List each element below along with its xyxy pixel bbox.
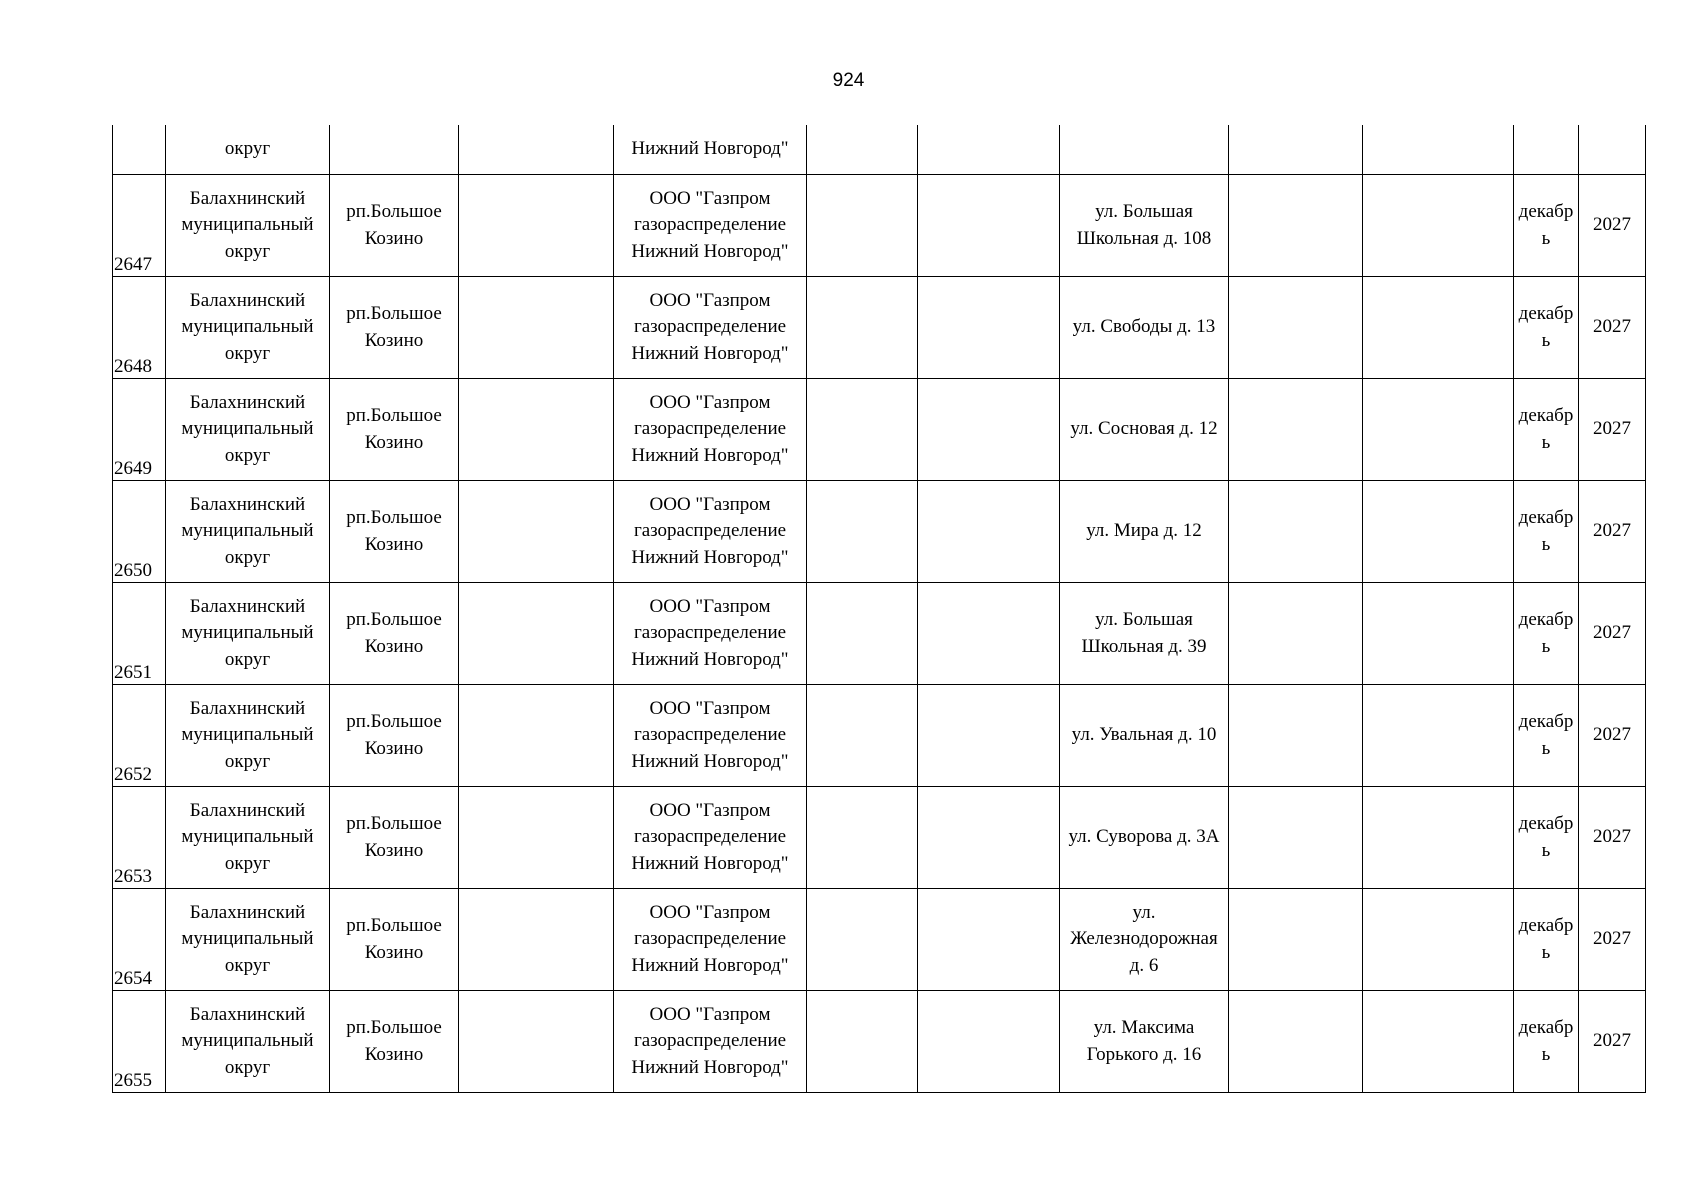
cell-year: 2027	[1579, 175, 1646, 277]
cell-empty	[1363, 889, 1514, 991]
cell-month-line: ь	[1541, 737, 1551, 759]
cell-year: 2027	[1579, 379, 1646, 481]
cell-empty	[1363, 685, 1514, 787]
cell-operator	[614, 787, 807, 889]
cell-empty	[807, 125, 918, 175]
cell-address-line: ул. Сосновая д. 12	[1070, 418, 1218, 440]
cell-district	[166, 379, 330, 481]
cell-operator	[614, 277, 807, 379]
cell-empty	[807, 379, 918, 481]
cell-district-line: муниципальный	[181, 928, 314, 950]
cell-operator-line: газораспределение	[633, 418, 787, 440]
cell-year: 2027	[1579, 277, 1646, 379]
cell-empty	[459, 583, 614, 685]
cell-operator-line: газораспределение	[633, 622, 787, 644]
cell-empty	[918, 889, 1060, 991]
cell-address	[1060, 125, 1229, 175]
cell-empty	[459, 481, 614, 583]
cell-operator-line: Нижний Новгород"	[631, 852, 789, 874]
cell-district-line: округ	[224, 546, 271, 568]
cell-month-line: ь	[1541, 227, 1551, 249]
cell-district	[166, 685, 330, 787]
cell-month	[1514, 481, 1579, 583]
cell-district-line: муниципальный	[181, 622, 314, 644]
cell-district-line: Балахнинский	[189, 595, 306, 617]
cell-empty	[1229, 991, 1363, 1093]
cell-operator: Нижний Новгород"	[614, 125, 807, 175]
cell-month-line: ь	[1541, 839, 1551, 861]
cell-empty	[1363, 481, 1514, 583]
cell-num: 2651	[113, 583, 166, 685]
cell-district-line: муниципальный	[181, 724, 314, 746]
cell-settlement	[330, 583, 459, 685]
cell-empty	[918, 277, 1060, 379]
cell-operator-line: ООО "Газпром	[649, 901, 771, 923]
cell-address-line: ул. Увальная д. 10	[1071, 724, 1217, 746]
cell-num: 2655	[113, 991, 166, 1093]
cell-month-line: декабр	[1518, 201, 1574, 222]
table-row	[113, 481, 1646, 583]
cell-district	[166, 787, 330, 889]
cell-address	[1060, 175, 1229, 277]
cell-num: 2647	[113, 175, 166, 277]
cell-settlement-line: Козино	[364, 941, 424, 963]
table-row	[113, 787, 1646, 889]
cell-address-line: Школьная д. 108	[1076, 227, 1212, 249]
cell-month-line: декабр	[1518, 813, 1574, 834]
cell-empty	[807, 277, 918, 379]
cell-empty	[1363, 583, 1514, 685]
cell-operator	[614, 889, 807, 991]
cell-year: 2027	[1579, 787, 1646, 889]
cell-operator	[614, 991, 807, 1093]
table-row	[113, 175, 1646, 277]
table-row	[113, 277, 1646, 379]
cell-month	[1514, 787, 1579, 889]
cell-num: 2649	[113, 379, 166, 481]
cell-empty	[1229, 583, 1363, 685]
cell-district-line: округ	[224, 852, 271, 874]
cell-settlement-line: Козино	[364, 227, 424, 249]
cell-operator-line: ООО "Газпром	[649, 595, 771, 617]
cell-operator-line: ООО "Газпром	[649, 187, 771, 209]
cell-operator-line: Нижний Новгород"	[631, 444, 789, 466]
cell-address	[1060, 379, 1229, 481]
cell-district-line: муниципальный	[181, 316, 314, 338]
cell-settlement-line: рп.Большое	[346, 711, 442, 732]
cell-district-line: округ	[224, 1056, 271, 1078]
cell-empty	[1229, 175, 1363, 277]
cell-address-line: ул.	[1132, 901, 1156, 923]
cell-settlement-line: Козино	[364, 1043, 424, 1065]
cell-address-line: ул. Большая	[1095, 609, 1193, 630]
cell-empty	[918, 991, 1060, 1093]
cell-month-line: декабр	[1518, 915, 1574, 936]
cell-district-line: Балахнинский	[189, 901, 306, 923]
cell-settlement-line: Козино	[364, 329, 424, 351]
cell-settlement-line: рп.Большое	[346, 915, 442, 936]
cell-month-line: декабр	[1518, 1017, 1574, 1038]
cell-month	[1514, 991, 1579, 1093]
cell-district-line: муниципальный	[181, 520, 314, 542]
cell-district: округ	[166, 125, 330, 175]
cell-district-line: Балахнинский	[189, 697, 306, 719]
cell-settlement-line: рп.Большое	[346, 201, 442, 222]
cell-district	[166, 277, 330, 379]
cell-operator-line: Нижний Новгород"	[631, 648, 789, 670]
cell-operator-line: Нижний Новгород"	[631, 342, 789, 364]
cell-operator-line: газораспределение	[633, 724, 787, 746]
cell-address-line: Школьная д. 39	[1081, 635, 1207, 657]
cell-month-line: декабр	[1518, 303, 1574, 324]
cell-operator-line: Нижний Новгород"	[631, 546, 789, 568]
cell-settlement	[330, 889, 459, 991]
table-row	[113, 583, 1646, 685]
cell-district-line: муниципальный	[181, 214, 314, 236]
cell-month	[1514, 125, 1579, 175]
cell-year	[1579, 125, 1646, 175]
cell-empty	[1229, 787, 1363, 889]
cell-district	[166, 175, 330, 277]
cell-empty	[1363, 787, 1514, 889]
cell-month-line: декабр	[1518, 711, 1574, 732]
cell-district-line: Балахнинский	[189, 493, 306, 515]
table-row	[113, 889, 1646, 991]
cell-num: 2648	[113, 277, 166, 379]
cell-district-line: округ	[224, 954, 271, 976]
cell-empty	[918, 583, 1060, 685]
cell-district-line: муниципальный	[181, 826, 314, 848]
cell-num	[113, 125, 166, 175]
cell-address-line: Горького д. 16	[1086, 1043, 1202, 1065]
cell-address-line: ул. Мира д. 12	[1086, 520, 1202, 542]
cell-empty	[459, 277, 614, 379]
cell-operator	[614, 583, 807, 685]
cell-empty	[1229, 889, 1363, 991]
cell-month-line: ь	[1541, 329, 1551, 351]
cell-operator-line: газораспределение	[633, 520, 787, 542]
cell-district-line: муниципальный	[181, 418, 314, 440]
cell-address	[1060, 583, 1229, 685]
cell-month-line: декабр	[1518, 609, 1574, 630]
cell-district-line: Балахнинский	[189, 1003, 306, 1025]
cell-month	[1514, 889, 1579, 991]
cell-district-line: округ	[224, 240, 271, 262]
cell-settlement-line: рп.Большое	[346, 303, 442, 324]
cell-settlement-line: рп.Большое	[346, 507, 442, 528]
cell-district	[166, 481, 330, 583]
cell-settlement-line: рп.Большое	[346, 1017, 442, 1038]
cell-address-line: Железнодорожная	[1070, 928, 1218, 950]
cell-empty	[459, 685, 614, 787]
cell-operator-line: газораспределение	[633, 1030, 787, 1052]
cell-address-line: ул. Свободы д. 13	[1072, 316, 1216, 338]
cell-settlement	[330, 379, 459, 481]
cell-address-line: ул. Большая	[1095, 201, 1193, 222]
cell-empty	[1363, 125, 1514, 175]
cell-empty	[459, 889, 614, 991]
cell-month-line: декабр	[1518, 405, 1574, 426]
cell-settlement	[330, 481, 459, 583]
cell-settlement-line: рп.Большое	[346, 609, 442, 630]
cell-operator-line: ООО "Газпром	[649, 289, 771, 311]
cell-district-line: округ	[224, 648, 271, 670]
cell-empty	[918, 379, 1060, 481]
cell-operator-line: ООО "Газпром	[649, 493, 771, 515]
cell-settlement-line: Козино	[364, 635, 424, 657]
cell-month-line: ь	[1541, 941, 1551, 963]
cell-empty	[918, 481, 1060, 583]
cell-month	[1514, 685, 1579, 787]
cell-num: 2652	[113, 685, 166, 787]
cell-operator-line: газораспределение	[633, 214, 787, 236]
cell-empty	[459, 787, 614, 889]
cell-address	[1060, 991, 1229, 1093]
cell-settlement-line: Козино	[364, 431, 424, 453]
cell-address	[1060, 685, 1229, 787]
cell-district	[166, 583, 330, 685]
cell-operator	[614, 481, 807, 583]
cell-empty	[459, 125, 614, 175]
cell-address-line: ул. Суворова д. 3А	[1068, 826, 1220, 848]
cell-empty	[459, 175, 614, 277]
cell-month-line: ь	[1541, 533, 1551, 555]
cell-operator-line: газораспределение	[633, 316, 787, 338]
cell-empty	[1229, 379, 1363, 481]
cell-year: 2027	[1579, 889, 1646, 991]
cell-address-line: д. 6	[1129, 954, 1159, 976]
cell-empty	[918, 125, 1060, 175]
cell-empty	[807, 685, 918, 787]
cell-empty	[1363, 175, 1514, 277]
cell-operator	[614, 175, 807, 277]
cell-empty	[1229, 685, 1363, 787]
cell-district-line: Балахнинский	[189, 187, 306, 209]
cell-month	[1514, 379, 1579, 481]
cell-empty	[1363, 277, 1514, 379]
cell-district-line: округ	[224, 444, 271, 466]
cell-address-line: ул. Максима	[1093, 1017, 1195, 1038]
register-body	[113, 125, 1646, 1093]
cell-empty	[918, 175, 1060, 277]
cell-empty	[918, 685, 1060, 787]
cell-empty	[807, 889, 918, 991]
cell-settlement	[330, 125, 459, 175]
cell-operator-line: ООО "Газпром	[649, 697, 771, 719]
table-row	[113, 379, 1646, 481]
cell-operator-line: газораспределение	[633, 928, 787, 950]
cell-empty	[918, 787, 1060, 889]
cell-settlement	[330, 685, 459, 787]
table-row	[113, 685, 1646, 787]
cell-operator-line: ООО "Газпром	[649, 391, 771, 413]
cell-operator	[614, 379, 807, 481]
cell-district	[166, 889, 330, 991]
register-table	[112, 125, 1646, 1093]
cell-month-line: декабр	[1518, 507, 1574, 528]
cell-num: 2653	[113, 787, 166, 889]
cell-year: 2027	[1579, 685, 1646, 787]
cell-month-line: ь	[1541, 1043, 1551, 1065]
cell-year: 2027	[1579, 991, 1646, 1093]
cell-district-line: округ	[224, 750, 271, 772]
cell-address	[1060, 787, 1229, 889]
cell-empty	[1229, 481, 1363, 583]
page-number: 924	[832, 70, 865, 91]
cell-month	[1514, 277, 1579, 379]
cell-operator-line: ООО "Газпром	[649, 1003, 771, 1025]
cell-operator-line: ООО "Газпром	[649, 799, 771, 821]
cell-month	[1514, 583, 1579, 685]
cell-empty	[459, 991, 614, 1093]
cell-operator-line: Нижний Новгород"	[631, 954, 789, 976]
cell-settlement-line: Козино	[364, 533, 424, 555]
cell-num: 2654	[113, 889, 166, 991]
cell-empty	[1363, 991, 1514, 1093]
cell-empty	[1363, 379, 1514, 481]
cell-operator-line: Нижний Новгород"	[631, 1056, 789, 1078]
table-row-continuation	[113, 125, 1646, 175]
cell-district-line: муниципальный	[181, 1030, 314, 1052]
cell-year: 2027	[1579, 481, 1646, 583]
cell-empty	[459, 379, 614, 481]
cell-district-line: Балахнинский	[189, 799, 306, 821]
cell-settlement	[330, 787, 459, 889]
cell-district-line: округ	[224, 342, 271, 364]
cell-month-line: ь	[1541, 431, 1551, 453]
cell-operator-line: Нижний Новгород"	[631, 750, 789, 772]
cell-empty	[807, 175, 918, 277]
cell-settlement-line: Козино	[364, 737, 424, 759]
cell-operator-line: Нижний Новгород"	[631, 240, 789, 262]
cell-address	[1060, 481, 1229, 583]
table-row	[113, 991, 1646, 1093]
cell-settlement-line: рп.Большое	[346, 813, 442, 834]
cell-settlement	[330, 277, 459, 379]
cell-address	[1060, 889, 1229, 991]
cell-empty	[1229, 277, 1363, 379]
cell-settlement-line: Козино	[364, 839, 424, 861]
cell-empty	[807, 583, 918, 685]
cell-district-line: Балахнинский	[189, 289, 306, 311]
cell-settlement	[330, 991, 459, 1093]
cell-settlement-line: рп.Большое	[346, 405, 442, 426]
cell-district	[166, 991, 330, 1093]
cell-empty	[807, 481, 918, 583]
cell-operator-line: газораспределение	[633, 826, 787, 848]
cell-month-line: ь	[1541, 635, 1551, 657]
cell-empty	[807, 787, 918, 889]
cell-empty	[807, 991, 918, 1093]
cell-settlement	[330, 175, 459, 277]
cell-month	[1514, 175, 1579, 277]
cell-operator	[614, 685, 807, 787]
cell-year: 2027	[1579, 583, 1646, 685]
cell-empty	[1229, 125, 1363, 175]
cell-address	[1060, 277, 1229, 379]
cell-num: 2650	[113, 481, 166, 583]
cell-district-line: Балахнинский	[189, 391, 306, 413]
